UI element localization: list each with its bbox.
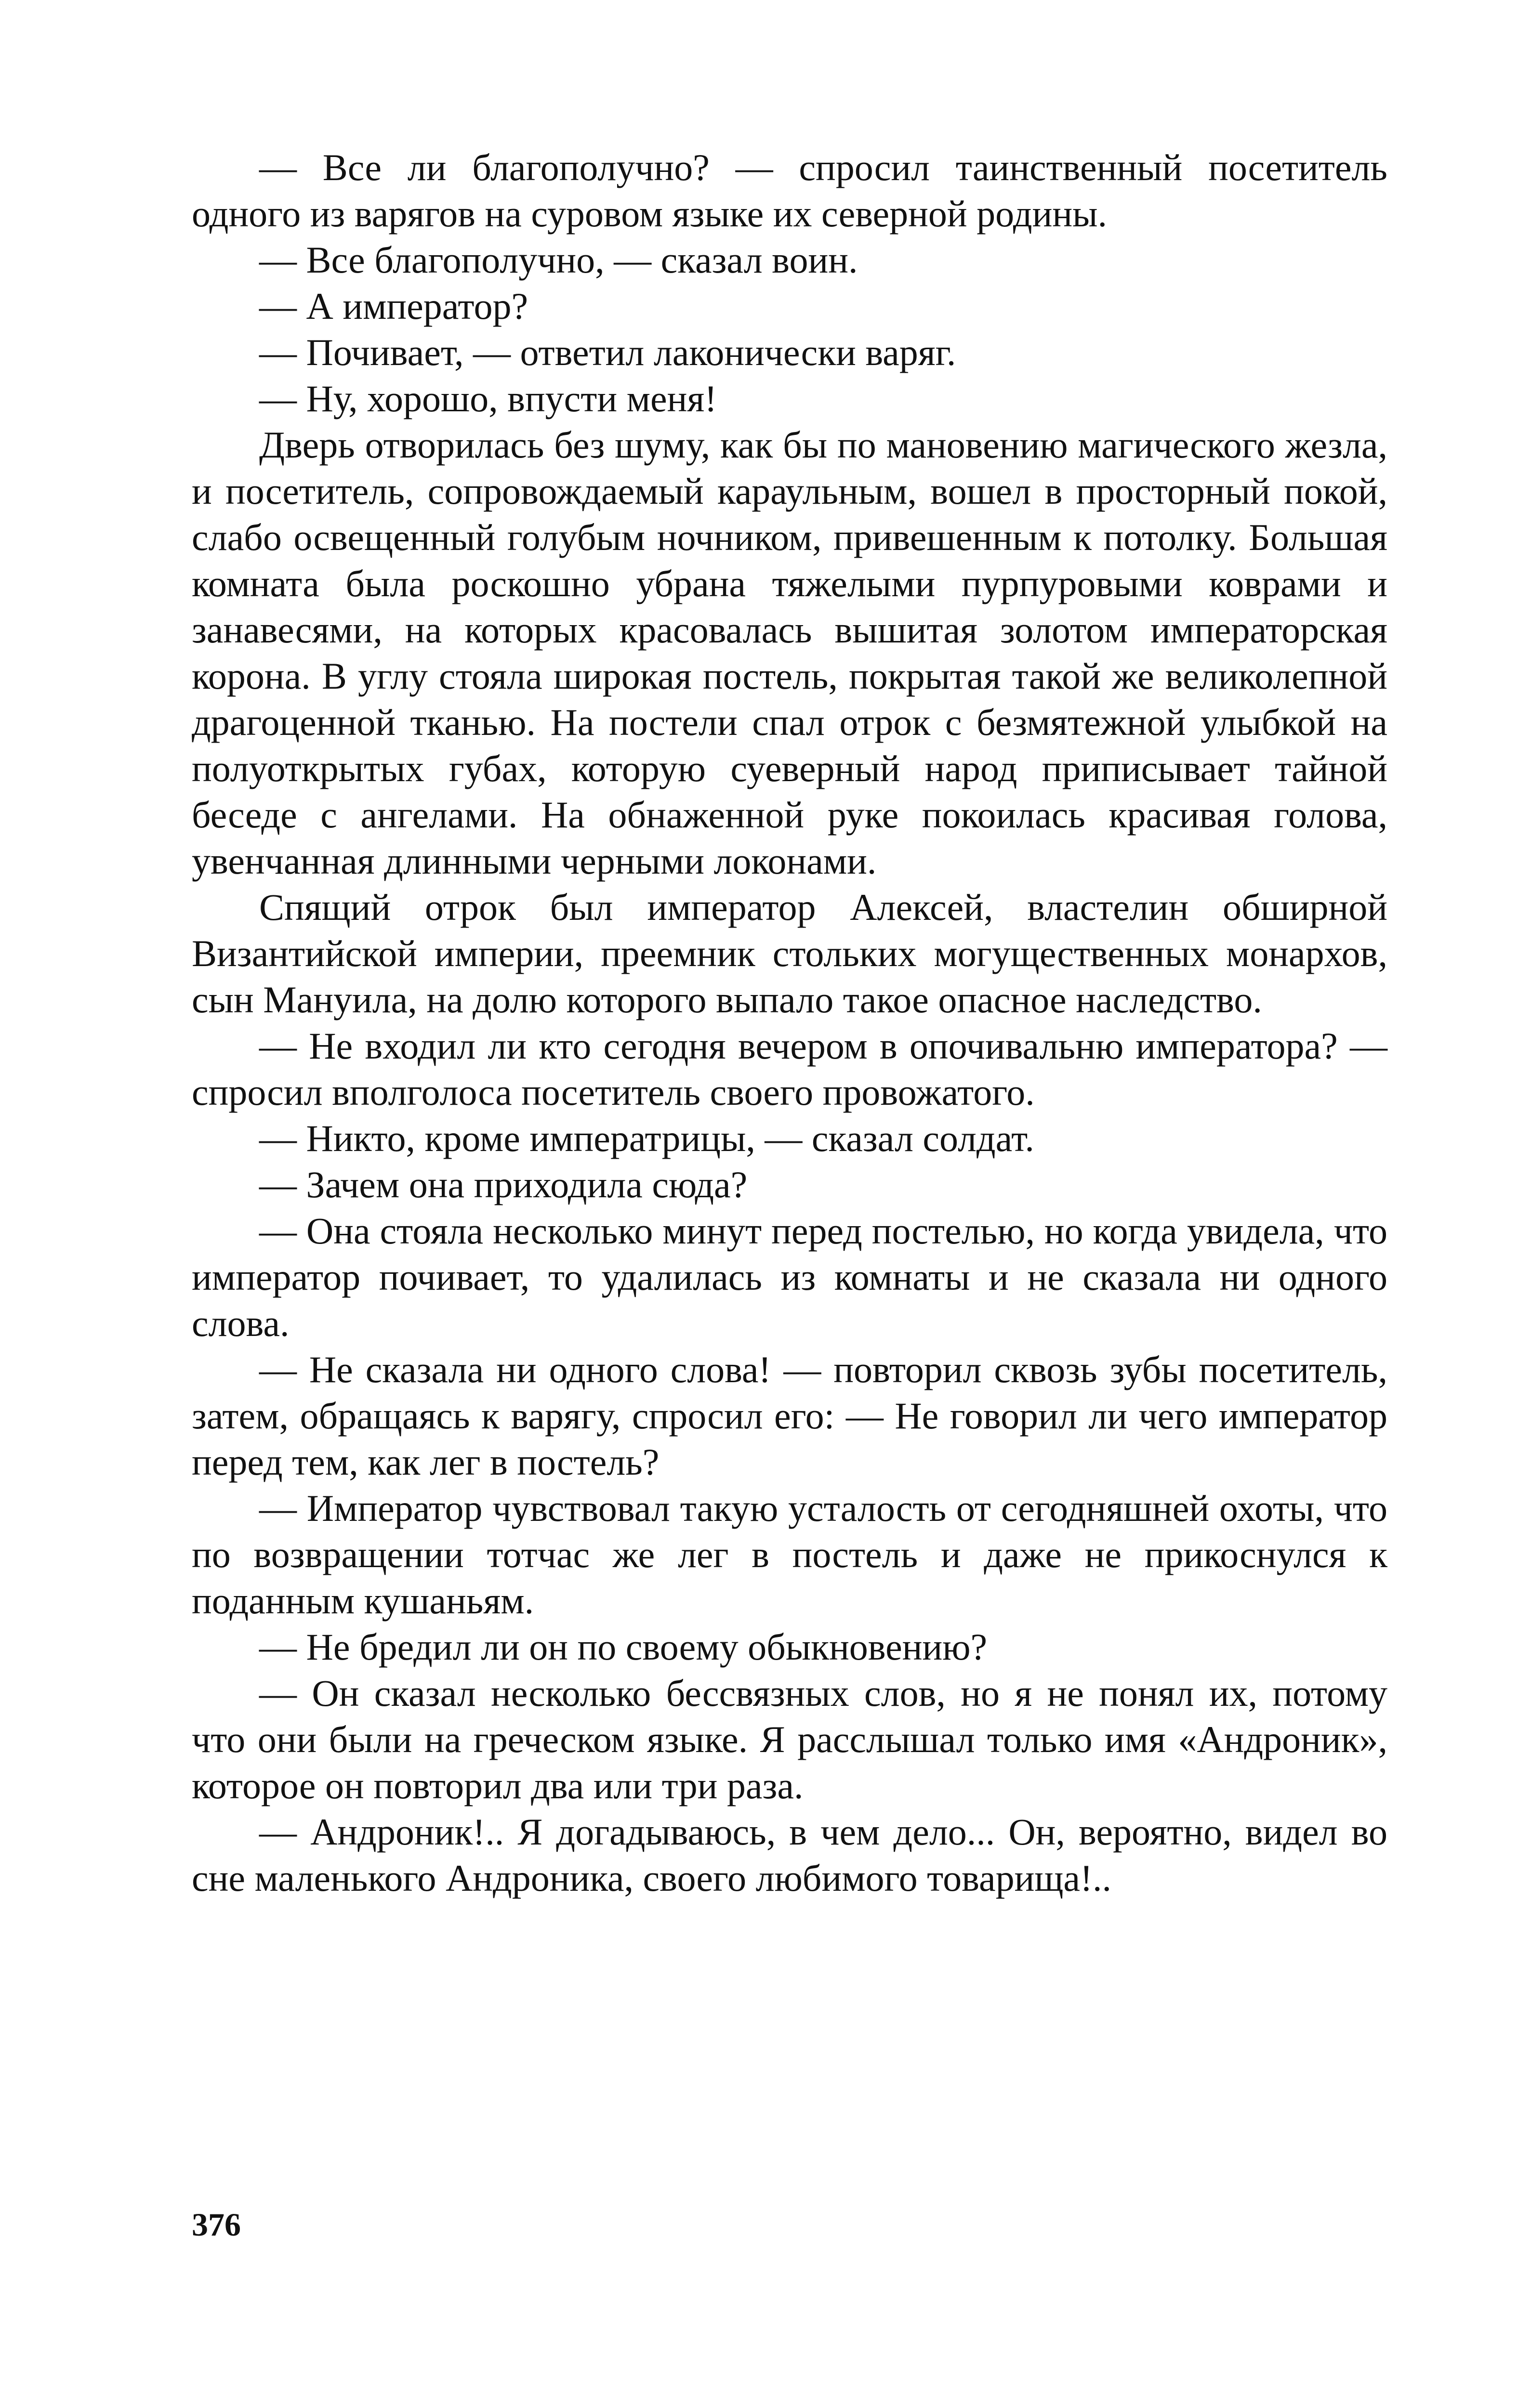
paragraph: — Зачем она приходила сюда?	[259, 1164, 748, 1205]
paragraph: — Не входил ли кто сегодня вечером в опочивальню императора? — спросил вполголоса посетитель своего провожатого.	[192, 1025, 1387, 1113]
paragraph: — Никто, кроме императрицы, — сказал солдат.	[259, 1117, 1034, 1159]
paragraph: — Он сказал несколько бессвязных слов, но я не понял их, потому что они были на греческом языке. Я расслышал только имя «Андроник», которое он повторил два или три раза.	[192, 1672, 1387, 1806]
paragraph: — А император?	[259, 285, 528, 327]
page-number: 376	[192, 2206, 241, 2243]
paragraph: — Все благополучно, — сказал воин.	[259, 239, 858, 281]
paragraph: Дверь отворилась без шуму, как бы по мановению магического жезла, и посетитель, сопровождаемый караульным, вошел в просторный покой, слабо освещенный голубым ночником, привешенным к потолку. Большая комната была роскошно убрана тяжелыми пурпуровыми коврами и занавесями, на которых красовалась вышитая золотом императорская корона. В углу стояла широкая постель, покрытая такой же великолепной драгоценной тканью. На постели спал отрок с безмятежной улыбкой на полуоткрытых губах, которую суеверный народ приписывает тайной беседе с ангелами. На обнаженной руке покоилась красивая голова, увенчанная длинными черными локонами.	[192, 424, 1387, 882]
paragraph: — Она стояла несколько минут перед постелью, но когда увидела, что император почивает, то удалилась из комнаты и не сказала ни одного слова.	[192, 1210, 1387, 1344]
paragraph: — Не бредил ли он по своему обыкновению?	[259, 1626, 988, 1668]
paragraph: — Ну, хорошо, впусти меня!	[259, 378, 717, 419]
paragraph: — Не сказала ни одного слова! — повторил сквозь зубы посетитель, затем, обращаясь к варягу, спросил его: — Не говорил ли чего император перед тем, как лег в постель?	[192, 1348, 1387, 1483]
paragraph: — Андроник!.. Я догадываюсь, в чем дело... Он, вероятно, видел во сне маленького Андроника, своего любимого товарища!..	[192, 1811, 1387, 1899]
paragraph: — Все ли благополучно? — спросил таинственный посетитель одного из варягов на суровом языке их северной родины.	[192, 146, 1387, 235]
paragraph: Спящий отрок был император Алексей, властелин обширной Византийской империи, преемник стольких могущественных монархов, сын Мануила, на долю которого выпало такое опасное наследство.	[192, 886, 1387, 1021]
paragraph: — Почивает, — ответил лаконически варяг.	[259, 331, 956, 373]
page-body	[192, 144, 1387, 1901]
paragraph: — Император чувствовал такую усталость от сегодняшней охоты, что по возвращении тотчас же лег в постель и даже не прикоснулся к поданным кушаньям.	[192, 1487, 1387, 1622]
